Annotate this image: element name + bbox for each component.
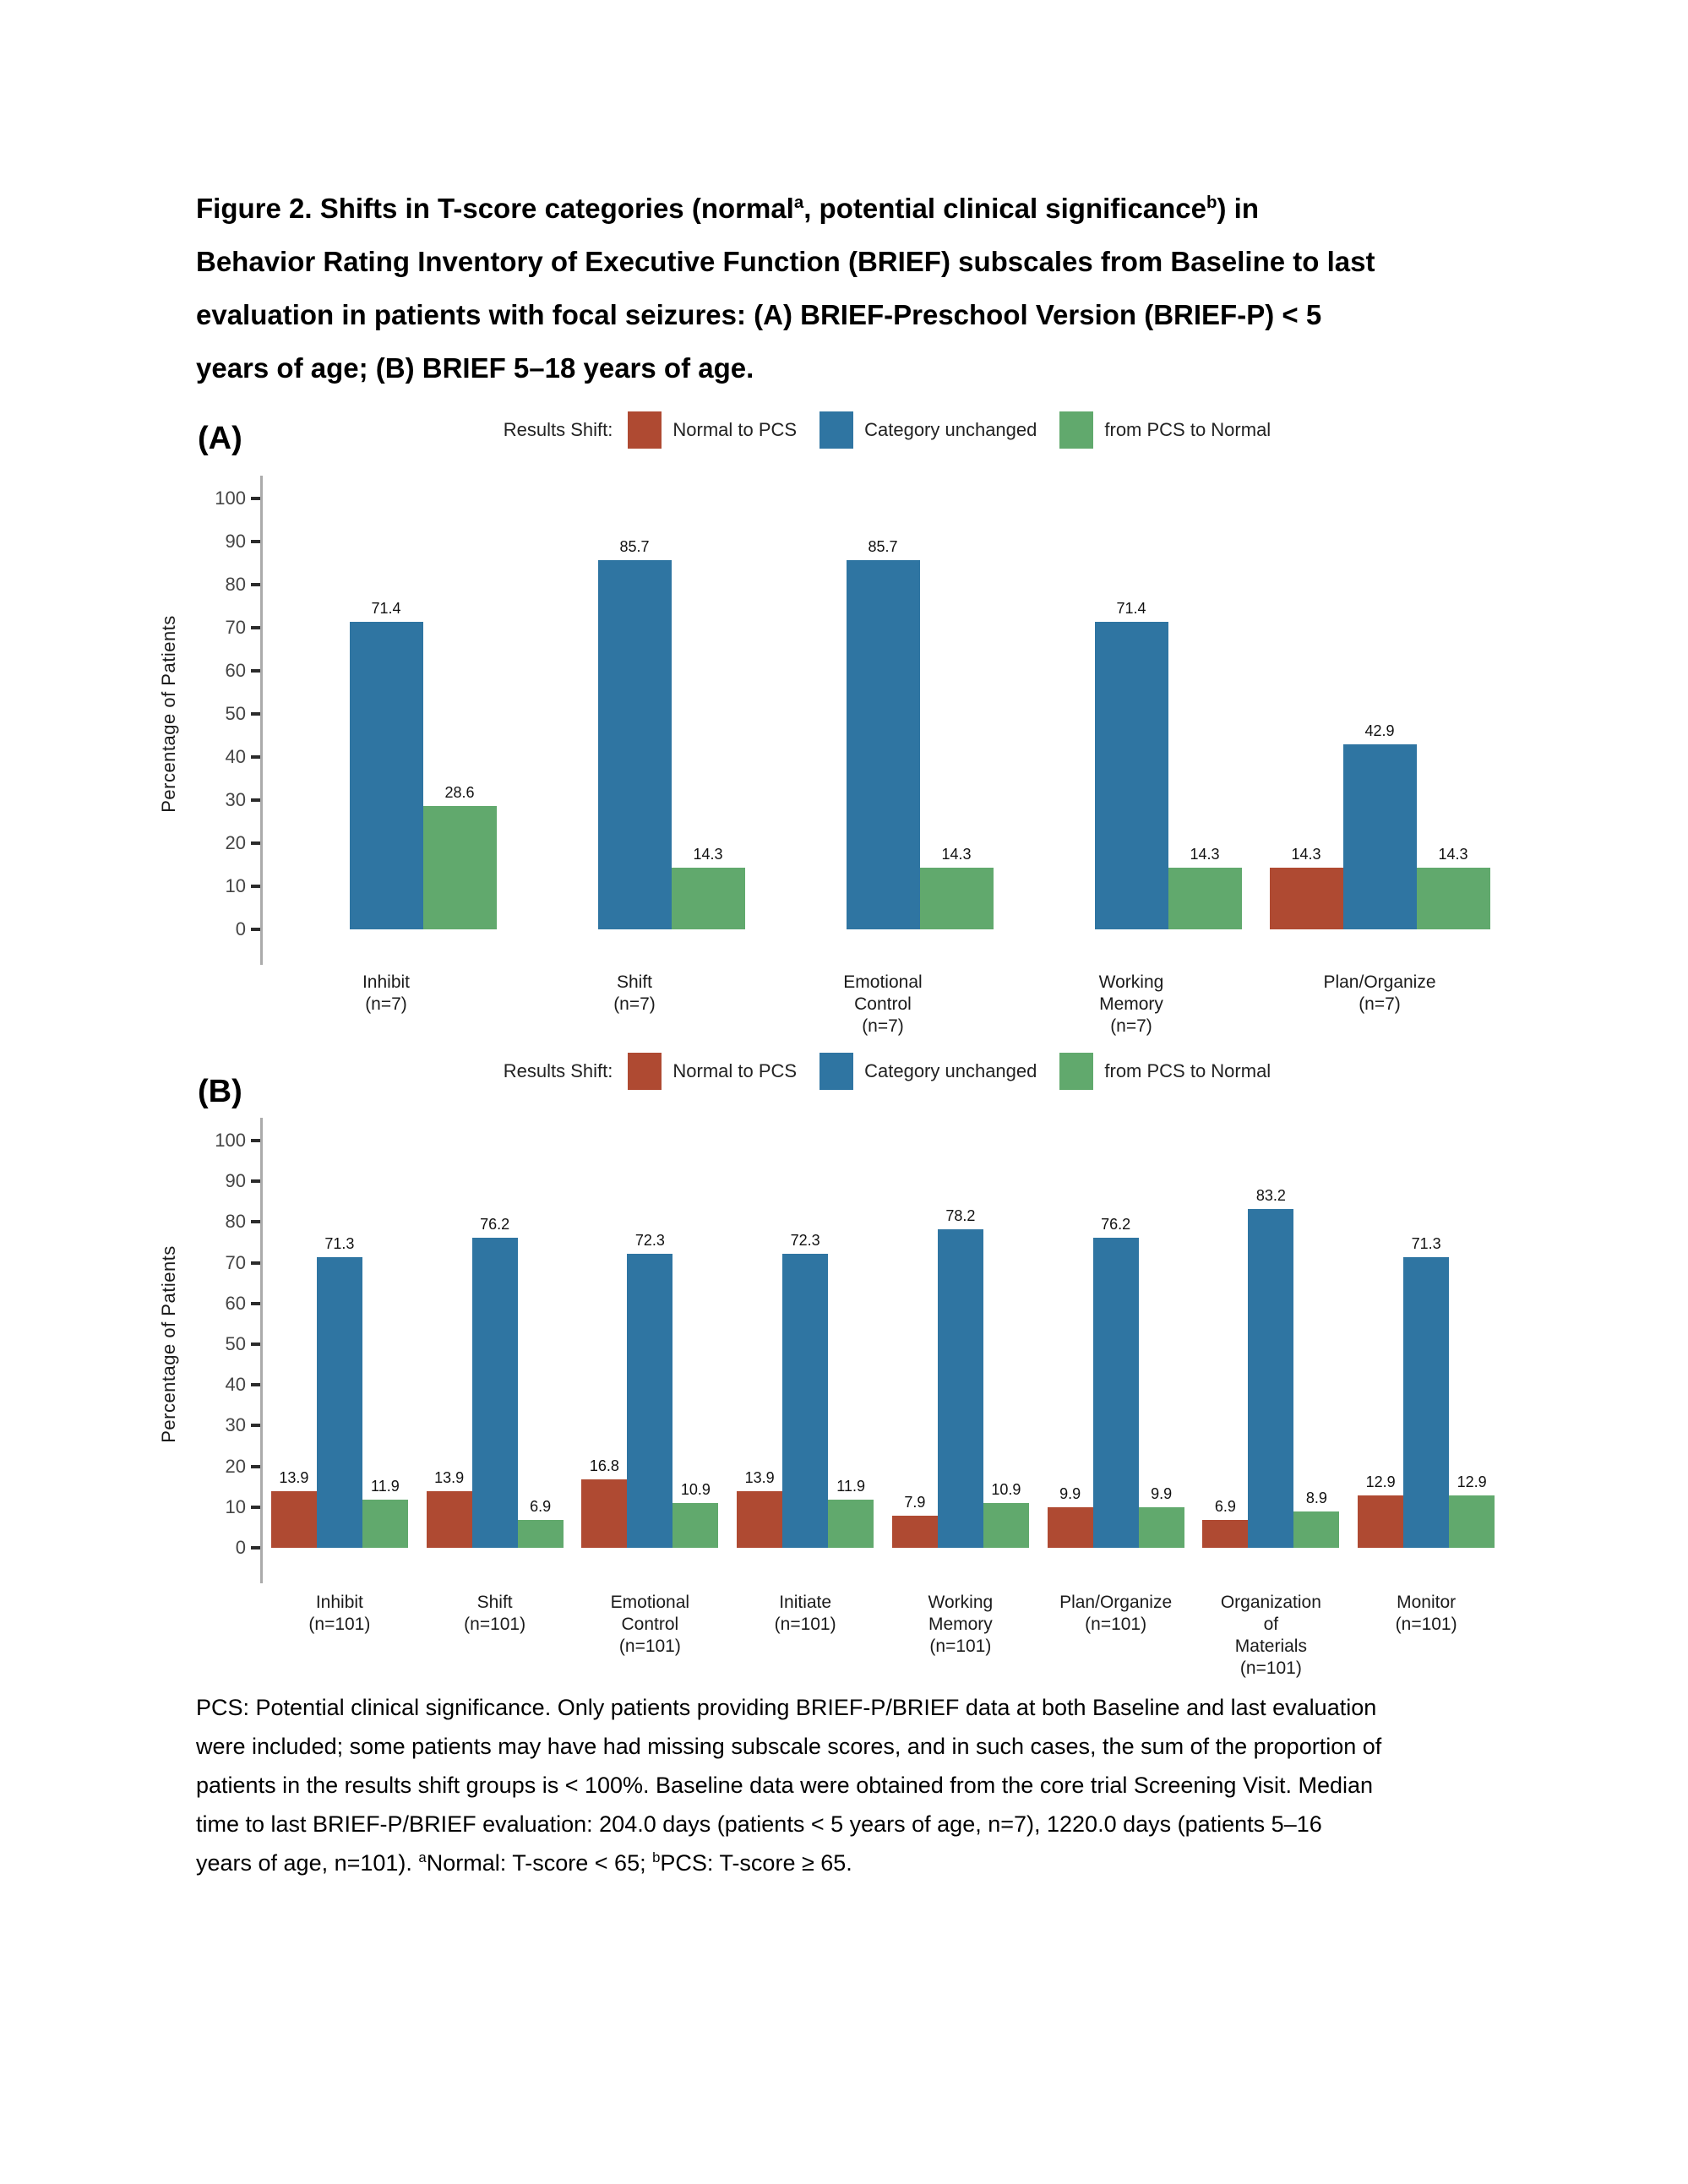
bar-value-label: 9.9 <box>1151 1485 1173 1503</box>
text-line: Figure 2. Shifts in T-score categories (normal$^a$, potential clinical significance$^b$) in <box>196 193 1259 224</box>
legend-item-pcs-to-normal <box>1059 411 1271 449</box>
category-label-line: (n=101) <box>464 1615 526 1634</box>
category-label <box>417 1592 573 1681</box>
category-label-line: (n=101) <box>1085 1615 1147 1634</box>
y-tick-label: 30 <box>225 1414 246 1436</box>
bar-value-label: 12.9 <box>1457 1473 1487 1490</box>
bar <box>350 599 423 929</box>
category-label-line: Initiate <box>779 1593 832 1612</box>
bar <box>782 1231 828 1548</box>
legend-label: from PCS to Normal <box>1104 419 1271 440</box>
bar-group <box>1194 1141 1349 1548</box>
y-tick-label: 60 <box>225 660 246 681</box>
bar-value-label: 83.2 <box>1255 1186 1286 1204</box>
y-tick <box>226 748 262 766</box>
bar-value-label: 85.7 <box>619 537 650 555</box>
bar-value-label: 71.3 <box>324 1235 355 1253</box>
bar <box>1202 1497 1248 1548</box>
y-axis-line <box>260 1118 263 1583</box>
bar-value-label: 71.4 <box>371 599 401 617</box>
bar <box>518 1497 564 1548</box>
bar-value-label: 11.9 <box>836 1477 865 1495</box>
footnote <box>196 1688 1504 1882</box>
category-label-line: (n=7) <box>1110 1016 1152 1036</box>
category-label <box>883 1592 1038 1681</box>
bar <box>983 1481 1029 1548</box>
y-tick-label: 70 <box>225 1251 246 1273</box>
text-line: patients in the results shift groups is < 100%. Baseline data were obtained from the core trial Screening Visit. Median <box>196 1773 1374 1798</box>
category-label-line: Control <box>621 1615 679 1634</box>
y-tick <box>226 791 262 809</box>
bar <box>1293 1490 1339 1548</box>
y-tick-label: 60 <box>225 1292 246 1314</box>
bar <box>1139 1485 1184 1548</box>
bar <box>362 1477 408 1548</box>
category-label-line: Monitor <box>1397 1593 1457 1612</box>
category-label-line: Shift <box>616 972 653 992</box>
y-tick-label: 10 <box>225 1495 246 1517</box>
bar-group <box>1038 1141 1194 1548</box>
bar-value-label: 14.3 <box>693 846 723 863</box>
bar-value-label: 71.3 <box>1411 1235 1441 1253</box>
bar-group <box>262 1141 417 1548</box>
bar <box>1168 846 1242 929</box>
category-label <box>573 1592 728 1681</box>
category-label <box>510 972 759 1043</box>
category-label <box>1007 972 1255 1043</box>
bar-group <box>1255 498 1504 929</box>
bar <box>627 1231 672 1548</box>
category-label-line: (n=101) <box>618 1637 681 1656</box>
bar-value-label: 72.3 <box>790 1231 820 1249</box>
bar <box>1270 846 1343 929</box>
y-tick-label: 40 <box>225 746 246 767</box>
bar-value-label: 28.6 <box>444 784 475 802</box>
legend-swatch-red <box>628 1053 662 1090</box>
y-tick <box>226 1335 262 1353</box>
y-tick <box>226 1375 262 1394</box>
bar-value-label: 76.2 <box>480 1215 510 1233</box>
bar-value-label: 72.3 <box>634 1231 665 1249</box>
panel-a-section <box>0 406 1688 1043</box>
category-label-line: of <box>1263 1615 1279 1634</box>
chart-b <box>144 1130 1688 1681</box>
bar-value-label: 9.9 <box>1059 1485 1081 1503</box>
bar-value-label: 7.9 <box>904 1493 926 1511</box>
bar-value-label: 42.9 <box>1364 722 1395 740</box>
plot-area-b <box>262 1141 1504 1548</box>
legend-label: Category unchanged <box>864 419 1037 440</box>
y-tick <box>226 877 262 896</box>
y-axis-title <box>144 498 194 929</box>
y-tick <box>225 1495 262 1517</box>
y-tick-label: 90 <box>225 1170 246 1192</box>
category-label-line: Inhibit <box>362 972 411 992</box>
bar <box>427 1469 472 1548</box>
bar-value-label: 10.9 <box>680 1481 711 1499</box>
legend-label: Normal to PCS <box>672 419 798 440</box>
bar <box>938 1207 983 1548</box>
y-tick <box>226 1457 262 1476</box>
bar-value-label: 71.4 <box>1116 599 1146 617</box>
bar-value-label: 10.9 <box>991 1481 1021 1499</box>
category-label-line: (n=7) <box>862 1016 904 1036</box>
category-label-line: Emotional <box>843 972 923 992</box>
y-axis-title <box>144 1141 194 1548</box>
category-label-line: (n=101) <box>308 1615 371 1634</box>
bar <box>581 1457 627 1548</box>
bar <box>1449 1473 1495 1548</box>
bar-value-label: 8.9 <box>1305 1490 1327 1507</box>
category-label <box>759 972 1007 1043</box>
category-label <box>727 1592 883 1681</box>
bar-value-label: 14.3 <box>941 846 972 863</box>
y-tick <box>226 618 262 637</box>
bar-group <box>727 1141 883 1548</box>
text-line: time to last BRIEF-P/BRIEF evaluation: 204.0 days (patients < 5 years of age, n=7), 1220.0 days (patients 5–16 <box>196 1811 1322 1837</box>
y-tick-label: 50 <box>225 1333 246 1354</box>
y-tick <box>225 1251 262 1273</box>
legend-b <box>262 1051 1512 1092</box>
bar <box>737 1469 782 1548</box>
bar <box>423 784 497 929</box>
figure-title <box>196 182 1514 395</box>
category-label <box>1255 972 1504 1043</box>
text-line: years of age; (B) BRIEF 5–18 years of age. <box>196 352 754 384</box>
plot-area-a <box>262 498 1504 929</box>
y-axis-ticks <box>194 487 262 940</box>
legend-swatch-blue <box>819 411 853 449</box>
bar <box>1417 846 1490 929</box>
category-label-line: (n=101) <box>929 1637 992 1656</box>
y-tick-label: 100 <box>215 1130 246 1151</box>
legend-item-pcs-to-normal <box>1059 1053 1271 1090</box>
panel-b-section <box>0 1047 1688 1681</box>
bar <box>847 537 920 929</box>
legend-label: Normal to PCS <box>672 1060 798 1081</box>
y-tick-label: 10 <box>225 875 246 896</box>
legend-item-normal-to-pcs <box>628 1053 797 1090</box>
text-line: Behavior Rating Inventory of Executive Function (BRIEF) subscales from Baseline to last <box>196 246 1375 277</box>
bar <box>472 1215 518 1548</box>
bar-value-label: 16.8 <box>589 1457 619 1475</box>
y-axis-ticks <box>194 1130 262 1558</box>
bar-group <box>262 498 510 929</box>
bar-value-label: 76.2 <box>1101 1215 1131 1233</box>
y-axis-line <box>260 476 263 965</box>
bar-group <box>1348 1141 1504 1548</box>
category-label-line: Memory <box>928 1615 993 1634</box>
bar-value-label: 14.3 <box>1291 846 1321 863</box>
y-tick-label: 30 <box>225 789 246 810</box>
category-label <box>262 1592 417 1681</box>
chart-a <box>144 487 1688 1043</box>
bar <box>1095 599 1168 929</box>
bar <box>317 1235 362 1548</box>
category-label-line: (n=101) <box>1395 1615 1457 1634</box>
bar <box>1248 1186 1293 1548</box>
y-tick-label: 20 <box>225 1455 246 1477</box>
legend-swatch-blue <box>819 1053 853 1090</box>
category-label-line: Plan/Organize <box>1323 972 1436 992</box>
y-tick-label: 90 <box>225 531 246 552</box>
y-tick-label: 0 <box>235 918 246 940</box>
y-tick <box>215 489 262 508</box>
y-tick-label: 80 <box>225 1211 246 1233</box>
y-axis-title-text: Percentage of Patients <box>158 615 179 813</box>
bar-group <box>883 1141 1038 1548</box>
y-tick <box>215 1131 262 1150</box>
bar-group <box>417 1141 573 1548</box>
category-label-line: Working <box>1098 972 1164 992</box>
category-label-line: Materials <box>1234 1637 1307 1656</box>
y-tick <box>226 1416 262 1435</box>
bar <box>828 1477 874 1548</box>
y-tick <box>226 532 262 551</box>
bar-value-label: 14.3 <box>1438 846 1468 863</box>
category-label <box>1194 1592 1349 1681</box>
bar-value-label: 14.3 <box>1190 846 1220 863</box>
y-tick-label: 0 <box>235 1537 246 1558</box>
y-tick-label: 40 <box>225 1374 246 1396</box>
bar <box>271 1469 317 1548</box>
text-line: PCS: Potential clinical significance. Only patients providing BRIEF-P/BRIEF data at both Baseline and last evaluation <box>196 1695 1377 1720</box>
category-label-line: Emotional <box>610 1593 690 1612</box>
bar <box>672 846 745 929</box>
y-tick <box>226 662 262 680</box>
legend-item-category-unchanged <box>819 411 1037 449</box>
category-label-line: (n=7) <box>613 994 656 1014</box>
bar-group <box>759 498 1007 929</box>
category-label-line: (n=7) <box>365 994 407 1014</box>
bar <box>1358 1473 1403 1548</box>
y-tick <box>236 1539 262 1557</box>
y-tick <box>226 834 262 852</box>
text-line: were included; some patients may have had missing subscale scores, and in such cases, the sum of the proportion of <box>196 1734 1382 1759</box>
category-label-line: Working <box>928 1593 994 1612</box>
x-axis-category-labels <box>262 972 1504 1043</box>
bar-group <box>1007 498 1255 929</box>
legend-title: Results Shift: <box>503 1060 613 1081</box>
y-tick <box>226 1212 262 1231</box>
category-label-line: Plan/Organize <box>1059 1593 1173 1612</box>
category-label-line: Memory <box>1099 994 1163 1014</box>
y-tick-label: 70 <box>225 617 246 638</box>
y-tick-label: 100 <box>215 487 246 509</box>
category-label-line: (n=7) <box>1359 994 1401 1014</box>
category-label-line: (n=101) <box>774 1615 836 1634</box>
text-line: evaluation in patients with focal seizures: (A) BRIEF-Preschool Version (BRIEF-P) < 5 <box>196 299 1322 330</box>
bar <box>1403 1235 1449 1548</box>
legend-a <box>262 410 1512 450</box>
category-label <box>262 972 510 1043</box>
bar <box>920 846 994 929</box>
legend-item-normal-to-pcs <box>628 411 797 449</box>
y-tick <box>226 1294 262 1313</box>
bar-value-label: 78.2 <box>945 1207 976 1225</box>
y-tick-label: 20 <box>225 832 246 853</box>
bar <box>1048 1485 1093 1548</box>
legend-label: Category unchanged <box>864 1060 1037 1081</box>
bar-value-label: 12.9 <box>1365 1473 1396 1490</box>
bar-value-label: 6.9 <box>1214 1497 1236 1515</box>
y-tick-label: 50 <box>225 703 246 724</box>
bar-value-label: 13.9 <box>434 1469 465 1487</box>
y-tick <box>236 920 262 939</box>
x-axis-category-labels <box>262 1592 1504 1681</box>
legend-swatch-green <box>1059 411 1093 449</box>
panel-b-label: (B) <box>198 1074 242 1109</box>
category-label-line: Inhibit <box>315 1593 363 1612</box>
bar-group <box>573 1141 728 1548</box>
bar <box>892 1493 938 1548</box>
bar <box>1093 1215 1139 1548</box>
legend-title: Results Shift: <box>503 419 613 440</box>
bar-group <box>510 498 759 929</box>
category-label <box>1348 1592 1504 1681</box>
bar <box>1343 722 1417 929</box>
category-label-line: Shift <box>476 1593 513 1612</box>
bar-value-label: 6.9 <box>530 1497 552 1515</box>
bar-value-label: 85.7 <box>868 537 898 555</box>
bar-value-label: 11.9 <box>371 1477 400 1495</box>
y-tick <box>226 705 262 723</box>
category-label-line: Organization <box>1220 1593 1321 1612</box>
legend-swatch-green <box>1059 1053 1093 1090</box>
y-axis-title-text: Percentage of Patients <box>158 1245 179 1443</box>
legend-swatch-red <box>628 411 662 449</box>
category-label <box>1038 1592 1194 1681</box>
y-tick <box>226 575 262 594</box>
bar-value-label: 13.9 <box>279 1469 309 1487</box>
text-line: years of age, n=101). $^a$Normal: T-score < 65; $^b$PCS: T-score ≥ 65. <box>196 1849 852 1876</box>
panel-a-label: (A) <box>198 421 242 456</box>
category-label-line: Control <box>854 994 912 1014</box>
legend-label: from PCS to Normal <box>1104 1060 1271 1081</box>
legend-item-category-unchanged <box>819 1053 1037 1090</box>
category-label-line: (n=101) <box>1239 1658 1302 1678</box>
y-tick-label: 80 <box>225 574 246 595</box>
y-tick <box>226 1172 262 1190</box>
bar <box>672 1481 718 1548</box>
bar <box>598 537 672 929</box>
bar-value-label: 13.9 <box>744 1469 775 1487</box>
